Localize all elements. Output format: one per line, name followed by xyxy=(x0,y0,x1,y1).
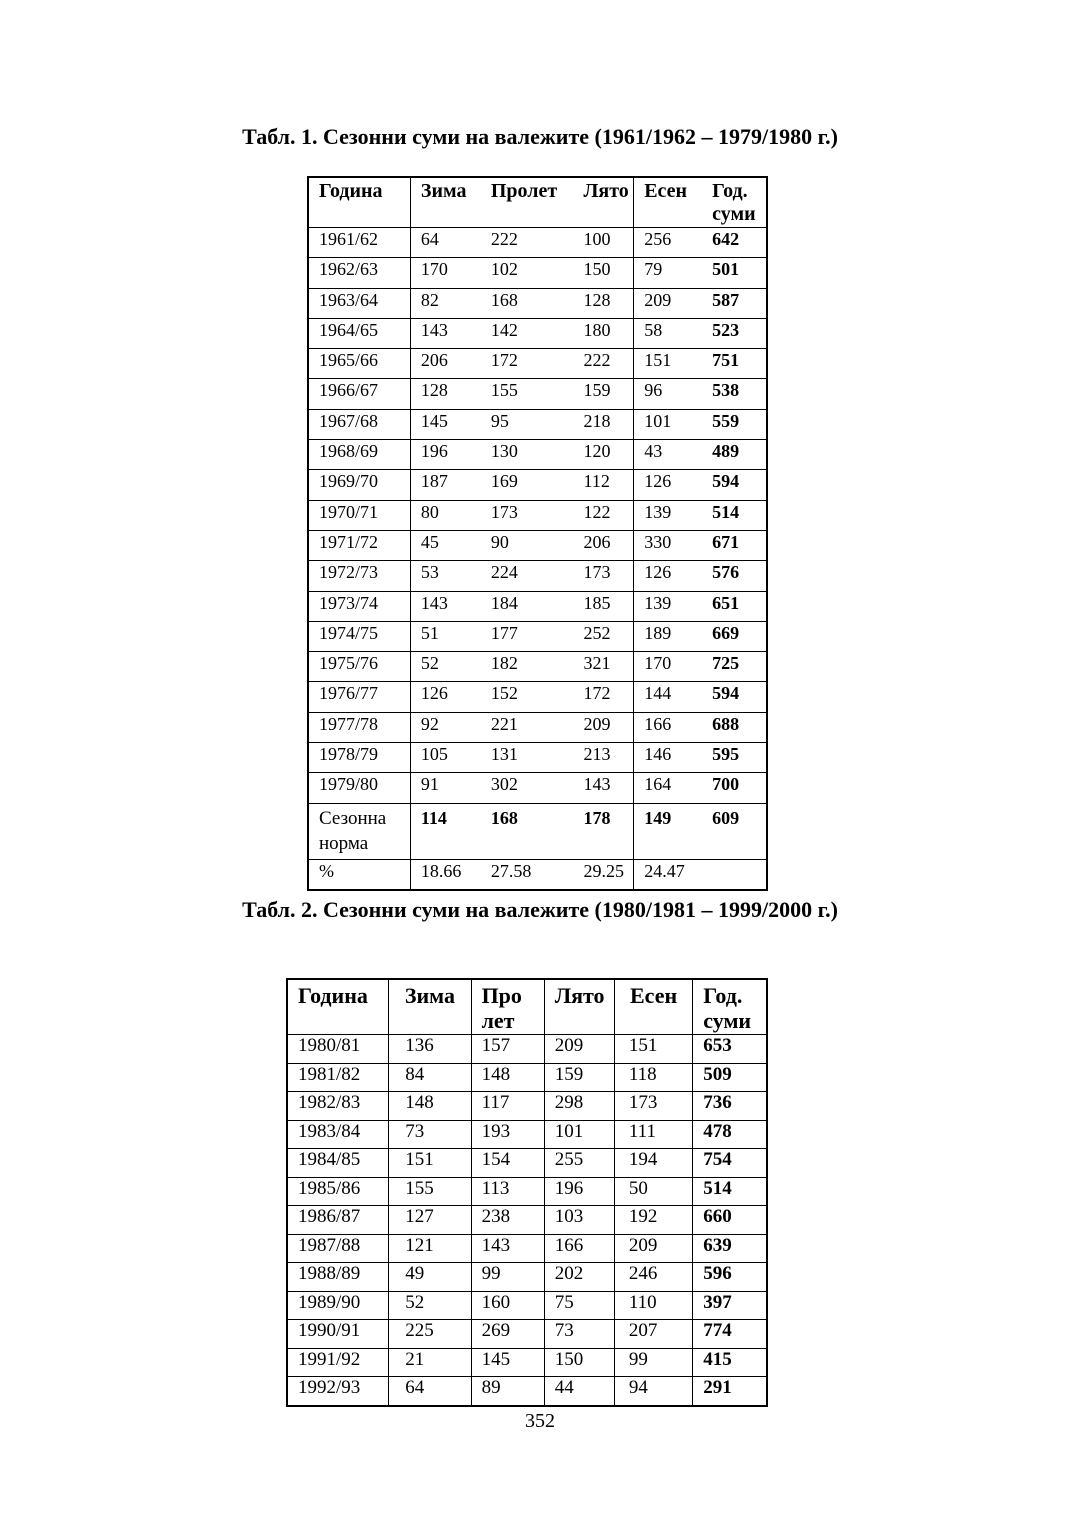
table1-cell-spring: 184 xyxy=(481,591,574,621)
table1-cell-winter: 82 xyxy=(410,288,480,318)
table2-cell-summer: 101 xyxy=(544,1120,614,1149)
table1-cell-year: 1966/67 xyxy=(308,379,410,409)
table1-cell-autumn: 146 xyxy=(634,743,702,773)
table2-cell-year: 1987/88 xyxy=(287,1234,389,1263)
table1-cell-annual: 725 xyxy=(702,652,767,682)
table1-cell-autumn: 189 xyxy=(634,621,702,651)
table1-cell-spring: 152 xyxy=(481,682,574,712)
table1-cell-summer: 143 xyxy=(573,773,633,803)
table1-row xyxy=(308,530,767,560)
table1-row xyxy=(308,258,767,288)
table1-cell-autumn: 79 xyxy=(634,258,702,288)
table1-cell-winter: 143 xyxy=(410,591,480,621)
table1-row xyxy=(308,440,767,470)
table2-cell-summer: 255 xyxy=(544,1149,614,1178)
table1-percent-annual xyxy=(702,859,767,890)
table1-cell-autumn: 151 xyxy=(634,349,702,379)
table1-cell-summer: 172 xyxy=(573,682,633,712)
table1-cell-winter: 51 xyxy=(410,621,480,651)
table2-cell-autumn: 111 xyxy=(614,1120,692,1149)
table1-cell-spring: 90 xyxy=(481,530,574,560)
table1-cell-year: 1967/68 xyxy=(308,409,410,439)
table1-cell-spring: 173 xyxy=(481,500,574,530)
table2-cell-annual: 754 xyxy=(693,1149,767,1178)
table2-seasonal-precipitation-1980-2000 xyxy=(286,978,768,1407)
table2-row xyxy=(287,1206,767,1235)
table2-header-annual-sum: Год. суми xyxy=(693,979,767,1035)
table2-cell-winter: 73 xyxy=(389,1120,471,1149)
table1-cell-winter: 145 xyxy=(410,409,480,439)
table1-cell-autumn: 164 xyxy=(634,773,702,803)
table1-norm-row xyxy=(308,803,767,859)
table2-cell-year: 1982/83 xyxy=(287,1092,389,1121)
table2-cell-year: 1989/90 xyxy=(287,1291,389,1320)
table2-cell-summer: 209 xyxy=(544,1035,614,1064)
table2-cell-autumn: 173 xyxy=(614,1092,692,1121)
table2-cell-annual: 653 xyxy=(693,1035,767,1064)
table1-cell-summer: 100 xyxy=(573,228,633,258)
table1-cell-year: 1962/63 xyxy=(308,258,410,288)
table2-row xyxy=(287,1320,767,1349)
table2-cell-spring: 193 xyxy=(471,1120,544,1149)
table1-cell-autumn: 126 xyxy=(634,470,702,500)
table2-row xyxy=(287,1377,767,1406)
table1-cell-annual: 700 xyxy=(702,773,767,803)
table2-cell-spring: 99 xyxy=(471,1263,544,1292)
table2-row xyxy=(287,1092,767,1121)
table1-header-winter: Зима xyxy=(420,180,467,202)
table2-cell-winter: 121 xyxy=(389,1234,471,1263)
table1-cell-autumn: 330 xyxy=(634,530,702,560)
table2-cell-spring: 157 xyxy=(471,1035,544,1064)
table1-row xyxy=(308,409,767,439)
table1-cell-year: 1979/80 xyxy=(308,773,410,803)
table1-cell-winter: 187 xyxy=(410,470,480,500)
table1-percent-label: % xyxy=(308,859,410,890)
table1-cell-annual: 514 xyxy=(702,500,767,530)
table1-cell-annual: 642 xyxy=(702,228,767,258)
table1-cell-annual: 594 xyxy=(702,682,767,712)
table2-cell-annual: 478 xyxy=(693,1120,767,1149)
table1-cell-summer: 252 xyxy=(573,621,633,651)
table1-cell-spring: 302 xyxy=(481,773,574,803)
table2-cell-summer: 298 xyxy=(544,1092,614,1121)
table1-cell-annual: 751 xyxy=(702,349,767,379)
table1-cell-spring: 182 xyxy=(481,652,574,682)
table2-cell-summer: 166 xyxy=(544,1234,614,1263)
table2-cell-winter: 136 xyxy=(389,1035,471,1064)
table2-cell-annual: 736 xyxy=(693,1092,767,1121)
table1-cell-spring: 221 xyxy=(481,712,574,742)
table1-cell-year: 1970/71 xyxy=(308,500,410,530)
table2-cell-annual: 639 xyxy=(693,1234,767,1263)
table1-cell-annual: 595 xyxy=(702,743,767,773)
table2-cell-annual: 514 xyxy=(693,1177,767,1206)
table1-cell-year: 1971/72 xyxy=(308,530,410,560)
table2-cell-year: 1985/86 xyxy=(287,1177,389,1206)
table1-cell-summer: 159 xyxy=(573,379,633,409)
table2-cell-annual: 660 xyxy=(693,1206,767,1235)
table1-cell-winter: 64 xyxy=(410,228,480,258)
table2-header-spring: Про лет xyxy=(471,979,544,1035)
table2-cell-summer: 73 xyxy=(544,1320,614,1349)
table1-cell-winter: 206 xyxy=(410,349,480,379)
table1-cell-summer: 128 xyxy=(573,288,633,318)
table2-header-row xyxy=(287,979,767,1035)
table1-cell-winter: 92 xyxy=(410,712,480,742)
table1-cell-annual: 523 xyxy=(702,318,767,348)
table2-cell-spring: 145 xyxy=(471,1348,544,1377)
table1-cell-annual: 669 xyxy=(702,621,767,651)
table2-cell-summer: 75 xyxy=(544,1291,614,1320)
table1-row xyxy=(308,470,767,500)
table1-row xyxy=(308,500,767,530)
table1-percent-row xyxy=(308,859,767,890)
table2-cell-summer: 196 xyxy=(544,1177,614,1206)
table2-header-winter: Зима xyxy=(389,979,471,1035)
table2-cell-winter: 21 xyxy=(389,1348,471,1377)
table1-row xyxy=(308,561,767,591)
table1-norm-autumn: 149 xyxy=(634,803,702,859)
table1-header-year: Година xyxy=(308,177,410,228)
table1-header-annual-sum: Год. суми xyxy=(702,177,767,228)
table1-cell-autumn: 101 xyxy=(634,409,702,439)
table1-cell-spring: 142 xyxy=(481,318,574,348)
table1-row xyxy=(308,349,767,379)
table1-cell-autumn: 58 xyxy=(634,318,702,348)
table2-row xyxy=(287,1177,767,1206)
table2-cell-spring: 117 xyxy=(471,1092,544,1121)
table1-row xyxy=(308,318,767,348)
table2-cell-autumn: 209 xyxy=(614,1234,692,1263)
table1-cell-year: 1964/65 xyxy=(308,318,410,348)
table2-cell-summer: 150 xyxy=(544,1348,614,1377)
table1-cell-spring: 130 xyxy=(481,440,574,470)
table1-cell-winter: 52 xyxy=(410,652,480,682)
table1-cell-autumn: 144 xyxy=(634,682,702,712)
table1-cell-year: 1969/70 xyxy=(308,470,410,500)
table1-cell-winter: 126 xyxy=(410,682,480,712)
table1-cell-summer: 122 xyxy=(573,500,633,530)
table1-row xyxy=(308,228,767,258)
table1-row xyxy=(308,743,767,773)
table1-cell-summer: 209 xyxy=(573,712,633,742)
table1-cell-spring: 172 xyxy=(481,349,574,379)
table2-cell-autumn: 110 xyxy=(614,1291,692,1320)
table1-cell-annual: 594 xyxy=(702,470,767,500)
table1-cell-autumn: 166 xyxy=(634,712,702,742)
table1-cell-autumn: 209 xyxy=(634,288,702,318)
table1-cell-winter: 196 xyxy=(410,440,480,470)
table2-cell-winter: 151 xyxy=(389,1149,471,1178)
table1-cell-summer: 321 xyxy=(573,652,633,682)
table2-cell-spring: 238 xyxy=(471,1206,544,1235)
table1-percent-summer: 29.25 xyxy=(573,859,633,890)
table2-cell-autumn: 118 xyxy=(614,1063,692,1092)
table2-cell-year: 1986/87 xyxy=(287,1206,389,1235)
table2-cell-spring: 154 xyxy=(471,1149,544,1178)
table1-cell-summer: 180 xyxy=(573,318,633,348)
table2-cell-autumn: 192 xyxy=(614,1206,692,1235)
table2-cell-spring: 269 xyxy=(471,1320,544,1349)
table2-cell-annual: 774 xyxy=(693,1320,767,1349)
table2-cell-annual: 415 xyxy=(693,1348,767,1377)
table2-cell-year: 1984/85 xyxy=(287,1149,389,1178)
table2-cell-autumn: 50 xyxy=(614,1177,692,1206)
table2-cell-year: 1981/82 xyxy=(287,1063,389,1092)
table1-cell-winter: 170 xyxy=(410,258,480,288)
table1-cell-autumn: 256 xyxy=(634,228,702,258)
table1-cell-annual: 538 xyxy=(702,379,767,409)
table1-row xyxy=(308,288,767,318)
table2-caption: Табл. 2. Сезонни суми на валежите (1980/1981 – 1999/2000 г.) xyxy=(242,897,838,922)
table1-cell-annual: 501 xyxy=(702,258,767,288)
table1-row xyxy=(308,652,767,682)
table2-row xyxy=(287,1291,767,1320)
table2-row xyxy=(287,1234,767,1263)
table1-cell-year: 1975/76 xyxy=(308,652,410,682)
table1-norm-spring: 168 xyxy=(481,803,574,859)
table1-cell-spring: 222 xyxy=(481,228,574,258)
table1-cell-year: 1965/66 xyxy=(308,349,410,379)
table1-cell-year: 1974/75 xyxy=(308,621,410,651)
table2-row xyxy=(287,1149,767,1178)
table2-cell-spring: 89 xyxy=(471,1377,544,1406)
table1-cell-autumn: 43 xyxy=(634,440,702,470)
table1-row xyxy=(308,712,767,742)
table1-cell-winter: 53 xyxy=(410,561,480,591)
table1-cell-winter: 91 xyxy=(410,773,480,803)
table1-norm-annual: 609 xyxy=(702,803,767,859)
table1-cell-winter: 80 xyxy=(410,500,480,530)
table1-cell-autumn: 139 xyxy=(634,500,702,530)
table1-cell-annual: 559 xyxy=(702,409,767,439)
table1-row xyxy=(308,773,767,803)
table1-cell-summer: 218 xyxy=(573,409,633,439)
table1-cell-annual: 671 xyxy=(702,530,767,560)
table2-cell-winter: 64 xyxy=(389,1377,471,1406)
table1-cell-summer: 173 xyxy=(573,561,633,591)
table2-cell-winter: 148 xyxy=(389,1092,471,1121)
table1-cell-summer: 185 xyxy=(573,591,633,621)
table2-cell-autumn: 194 xyxy=(614,1149,692,1178)
table1-cell-summer: 222 xyxy=(573,349,633,379)
table2-row xyxy=(287,1348,767,1377)
table2-cell-winter: 52 xyxy=(389,1291,471,1320)
table1-percent-spring: 27.58 xyxy=(481,859,574,890)
table1-cell-autumn: 139 xyxy=(634,591,702,621)
table2-cell-winter: 225 xyxy=(389,1320,471,1349)
table2-cell-year: 1983/84 xyxy=(287,1120,389,1149)
table2-cell-autumn: 151 xyxy=(614,1035,692,1064)
table1-row xyxy=(308,621,767,651)
table2-cell-summer: 103 xyxy=(544,1206,614,1235)
table1-header-row xyxy=(308,177,767,228)
table2-cell-year: 1991/92 xyxy=(287,1348,389,1377)
table1-cell-year: 1961/62 xyxy=(308,228,410,258)
table1-cell-spring: 224 xyxy=(481,561,574,591)
table1-cell-annual: 489 xyxy=(702,440,767,470)
table2-cell-summer: 44 xyxy=(544,1377,614,1406)
table2-cell-summer: 202 xyxy=(544,1263,614,1292)
table2-cell-spring: 143 xyxy=(471,1234,544,1263)
table1-norm-winter: 114 xyxy=(410,803,480,859)
table2-cell-spring: 160 xyxy=(471,1291,544,1320)
table2-row xyxy=(287,1063,767,1092)
table2-cell-autumn: 94 xyxy=(614,1377,692,1406)
table2-cell-spring: 148 xyxy=(471,1063,544,1092)
table2-header-summer: Лято xyxy=(544,979,614,1035)
table1-cell-year: 1973/74 xyxy=(308,591,410,621)
table1-row xyxy=(308,682,767,712)
page-number: 352 xyxy=(525,1410,555,1432)
table1-cell-spring: 177 xyxy=(481,621,574,651)
table1-cell-spring: 168 xyxy=(481,288,574,318)
table1-cell-year: 1976/77 xyxy=(308,682,410,712)
table2-cell-summer: 159 xyxy=(544,1063,614,1092)
table1-cell-summer: 112 xyxy=(573,470,633,500)
table2-header-autumn: Есен xyxy=(614,979,692,1035)
table1-cell-year: 1972/73 xyxy=(308,561,410,591)
table2-cell-spring: 113 xyxy=(471,1177,544,1206)
table2-cell-winter: 84 xyxy=(389,1063,471,1092)
table1-header-spring: Пролет xyxy=(490,180,558,202)
table1-norm-label: Сезонна норма xyxy=(308,803,410,859)
table1-cell-autumn: 96 xyxy=(634,379,702,409)
table2-cell-year: 1980/81 xyxy=(287,1035,389,1064)
table2-cell-annual: 596 xyxy=(693,1263,767,1292)
table1-cell-year: 1978/79 xyxy=(308,743,410,773)
table1-cell-spring: 169 xyxy=(481,470,574,500)
table2-row xyxy=(287,1120,767,1149)
table1-caption: Табл. 1. Сезонни суми на валежите (1961/1962 – 1979/1980 г.) xyxy=(242,124,838,149)
table2-cell-annual: 397 xyxy=(693,1291,767,1320)
table2-cell-year: 1992/93 xyxy=(287,1377,389,1406)
table2-cell-autumn: 246 xyxy=(614,1263,692,1292)
table1-cell-annual: 576 xyxy=(702,561,767,591)
table1-cell-summer: 206 xyxy=(573,530,633,560)
table1-cell-winter: 45 xyxy=(410,530,480,560)
table1-cell-spring: 95 xyxy=(481,409,574,439)
table2-cell-year: 1990/91 xyxy=(287,1320,389,1349)
table1-cell-year: 1977/78 xyxy=(308,712,410,742)
table2-cell-winter: 49 xyxy=(389,1263,471,1292)
table2-cell-winter: 155 xyxy=(389,1177,471,1206)
table1-cell-annual: 688 xyxy=(702,712,767,742)
table1-norm-summer: 178 xyxy=(573,803,633,859)
table1-cell-spring: 155 xyxy=(481,379,574,409)
table1-cell-year: 1963/64 xyxy=(308,288,410,318)
table1-cell-annual: 651 xyxy=(702,591,767,621)
table1-cell-winter: 143 xyxy=(410,318,480,348)
table1-cell-autumn: 126 xyxy=(634,561,702,591)
table1-cell-summer: 213 xyxy=(573,743,633,773)
table2-row xyxy=(287,1263,767,1292)
table2-cell-annual: 509 xyxy=(693,1063,767,1092)
table1-row xyxy=(308,591,767,621)
table1-cell-summer: 120 xyxy=(573,440,633,470)
table2-header-year: Година xyxy=(287,979,389,1035)
table1-cell-winter: 128 xyxy=(410,379,480,409)
table1-header-summer: Лято xyxy=(573,177,633,228)
table1-header-autumn: Есен xyxy=(644,180,688,202)
table1-cell-spring: 131 xyxy=(481,743,574,773)
table1-cell-annual: 587 xyxy=(702,288,767,318)
table2-cell-autumn: 99 xyxy=(614,1348,692,1377)
table2-row xyxy=(287,1035,767,1064)
table1-percent-autumn: 24.47 xyxy=(634,859,702,890)
table2-cell-annual: 291 xyxy=(693,1377,767,1406)
table2-cell-year: 1988/89 xyxy=(287,1263,389,1292)
table1-cell-autumn: 170 xyxy=(634,652,702,682)
table1-cell-year: 1968/69 xyxy=(308,440,410,470)
table1-row xyxy=(308,379,767,409)
table2-cell-winter: 127 xyxy=(389,1206,471,1235)
table1-cell-spring: 102 xyxy=(481,258,574,288)
table1-cell-winter: 105 xyxy=(410,743,480,773)
table1-seasonal-precipitation-1961-1980 xyxy=(307,176,768,891)
table1-percent-winter: 18.66 xyxy=(410,859,480,890)
table1-cell-summer: 150 xyxy=(573,258,633,288)
table2-cell-autumn: 207 xyxy=(614,1320,692,1349)
